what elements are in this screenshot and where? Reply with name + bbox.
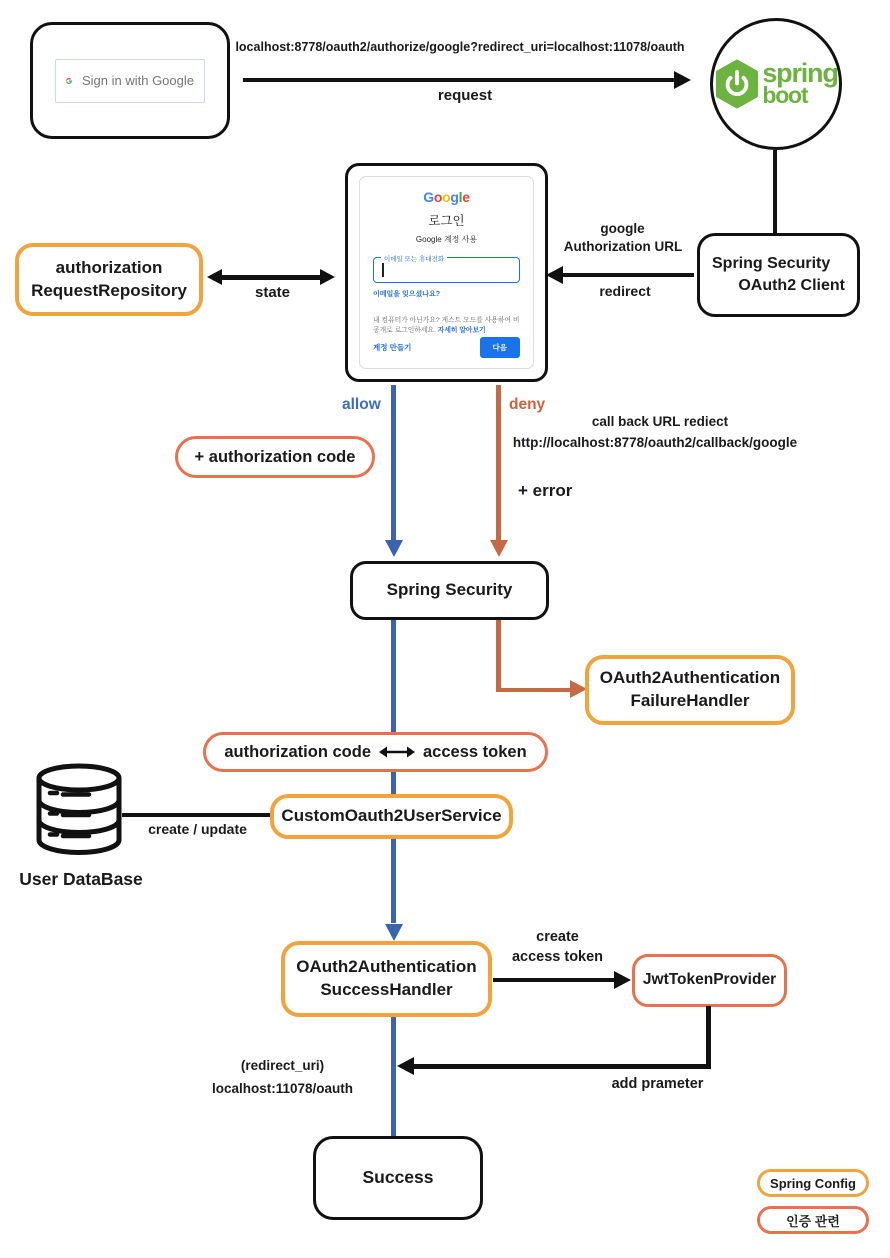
springboot-wordmark-line1: spring	[762, 58, 838, 88]
login-subtitle: Google 계정 사용	[415, 235, 478, 244]
success-handler-line2: SuccessHandler	[320, 980, 453, 999]
redirect-uri-note-line2: localhost:11078/oauth	[211, 1081, 354, 1096]
success-handler-box	[281, 941, 492, 1017]
google-logo-letter: o	[433, 189, 443, 205]
success-box	[313, 1136, 483, 1220]
redirect-edge-label-2: Authorization URL	[563, 239, 683, 254]
guest-mode-text	[373, 316, 520, 337]
create-token-label-2: access token	[511, 949, 604, 965]
springboot-wordmark-line2: boot	[762, 82, 808, 108]
email-input[interactable]	[373, 257, 520, 283]
jwt-return-horizontal	[411, 1064, 711, 1069]
springboot-node	[710, 18, 842, 150]
legend-auth-related-label: 인증 관련	[786, 1213, 840, 1229]
callback-note-line1: call back URL rediect	[591, 414, 729, 429]
add-parameter-label: add prameter	[611, 1076, 704, 1092]
deny-arrowhead-icon	[490, 540, 508, 557]
success-label: Success	[362, 1167, 434, 1188]
user-service-box	[270, 794, 513, 839]
database-icon	[33, 762, 125, 869]
google-signin-button[interactable]	[55, 59, 205, 103]
add-parameter-arrowhead-icon	[397, 1057, 414, 1075]
google-logo-letter: l	[458, 189, 463, 205]
redirect-arrow-line	[560, 273, 694, 277]
next-button[interactable]: 다음	[480, 337, 521, 358]
failure-handler-line2: FailureHandler	[630, 691, 750, 710]
guest-mode-sentence: 내 컴퓨터가 아닌가요? 게스트 모드를 사용하여 비공개로 로그인하세요.	[373, 316, 520, 335]
signin-button-label: Sign in with Google	[81, 73, 194, 88]
google-logo	[373, 189, 520, 205]
allow-arrowhead-icon	[385, 540, 403, 557]
springboot-wordmark	[762, 58, 838, 108]
request-arrow-line	[243, 78, 675, 82]
spring-security-box	[350, 561, 549, 620]
spring-security-label: Spring Security	[386, 580, 513, 600]
google-logo-letter: o	[442, 189, 451, 205]
create-update-label: create / update	[148, 821, 247, 837]
token-exchange-right: access token	[423, 742, 527, 761]
token-exchange-left: authorization code	[224, 742, 371, 761]
learn-more-link[interactable]: 자세히 알아보기	[437, 327, 486, 335]
legend-spring-config	[757, 1169, 869, 1197]
google-logo-letter: G	[423, 189, 434, 205]
state-arrowhead-left-icon	[207, 269, 222, 285]
request-arrowhead-icon	[674, 71, 691, 89]
authorization-code-box	[175, 436, 375, 478]
double-arrow-icon	[379, 745, 415, 759]
token-exchange-box	[203, 732, 548, 772]
failure-path-vertical	[496, 620, 501, 692]
deny-arrow-line	[496, 385, 501, 541]
state-arrowhead-right-icon	[320, 269, 335, 285]
redirect-edge-label-1: google	[600, 221, 645, 236]
request-repository-line2: RequestRepository	[31, 280, 187, 300]
oauth2-client-line1: Spring Security	[712, 255, 831, 273]
google-login-window	[345, 163, 548, 382]
create-token-arrowhead-icon	[614, 971, 631, 989]
request-repository-line1: authorization	[55, 257, 163, 277]
authorization-code-label: + authorization code	[194, 447, 356, 466]
request-repository-box	[15, 243, 203, 316]
google-logo-letter: g	[450, 189, 459, 205]
error-label: + error	[518, 481, 573, 500]
user-service-label: CustomOauth2UserService	[281, 806, 502, 826]
google-g-icon	[66, 71, 72, 91]
state-arrow-line	[220, 275, 322, 280]
jwt-provider-box	[632, 954, 787, 1007]
callback-note-line2: http://localhost:8778/oauth2/callback/google	[512, 435, 798, 450]
request-url-label: localhost:8778/oauth2/authorize/google?redirect_uri=localhost:11078/oauth	[235, 40, 685, 54]
redirect-uri-note-line1: (redirect_uri)	[240, 1058, 325, 1073]
allow-arrow-line	[391, 385, 396, 541]
state-label: state	[254, 284, 291, 301]
oauth2-client-box	[697, 233, 860, 317]
failure-path-horizontal	[496, 688, 572, 693]
create-account-link[interactable]: 계정 만들기	[373, 343, 412, 352]
google-login-card	[359, 176, 534, 369]
login-title: 로그인	[428, 214, 465, 228]
jwt-provider-label: JwtTokenProvider	[642, 971, 777, 989]
success-handler-line1: OAuth2Authentication	[296, 957, 477, 977]
blue-flow-line-lower	[391, 1016, 396, 1138]
success-handler-arrowhead-icon	[385, 924, 403, 941]
create-update-line	[122, 813, 272, 817]
jwt-return-vertical	[706, 1006, 711, 1068]
signin-window	[30, 22, 230, 139]
legend-auth-related	[757, 1206, 869, 1234]
failure-handler-line1: OAuth2Authentication	[599, 668, 781, 688]
database-label: User DataBase	[19, 869, 143, 889]
login-actions-row	[373, 337, 520, 358]
allow-label: allow	[342, 396, 381, 413]
create-token-arrow-line	[493, 978, 617, 982]
deny-label: deny	[509, 396, 546, 413]
email-input-label: 이메일 또는 휴대전화	[381, 254, 447, 263]
redirect-arrowhead-icon	[546, 266, 563, 284]
forgot-email-link[interactable]: 이메일을 잊으셨나요?	[373, 290, 441, 298]
create-token-label-1: create	[536, 929, 579, 945]
redirect-label: redirect	[599, 283, 651, 299]
springboot-hexagon-icon	[714, 59, 760, 109]
text-caret	[382, 263, 384, 277]
legend-spring-config-label: Spring Config	[770, 1175, 856, 1191]
oauth2-client-line2: OAuth2 Client	[738, 277, 845, 294]
google-logo-letter: e	[462, 189, 470, 205]
failure-handler-box	[585, 655, 795, 725]
boot-to-client-connector	[773, 150, 777, 235]
request-label: request	[437, 87, 493, 104]
